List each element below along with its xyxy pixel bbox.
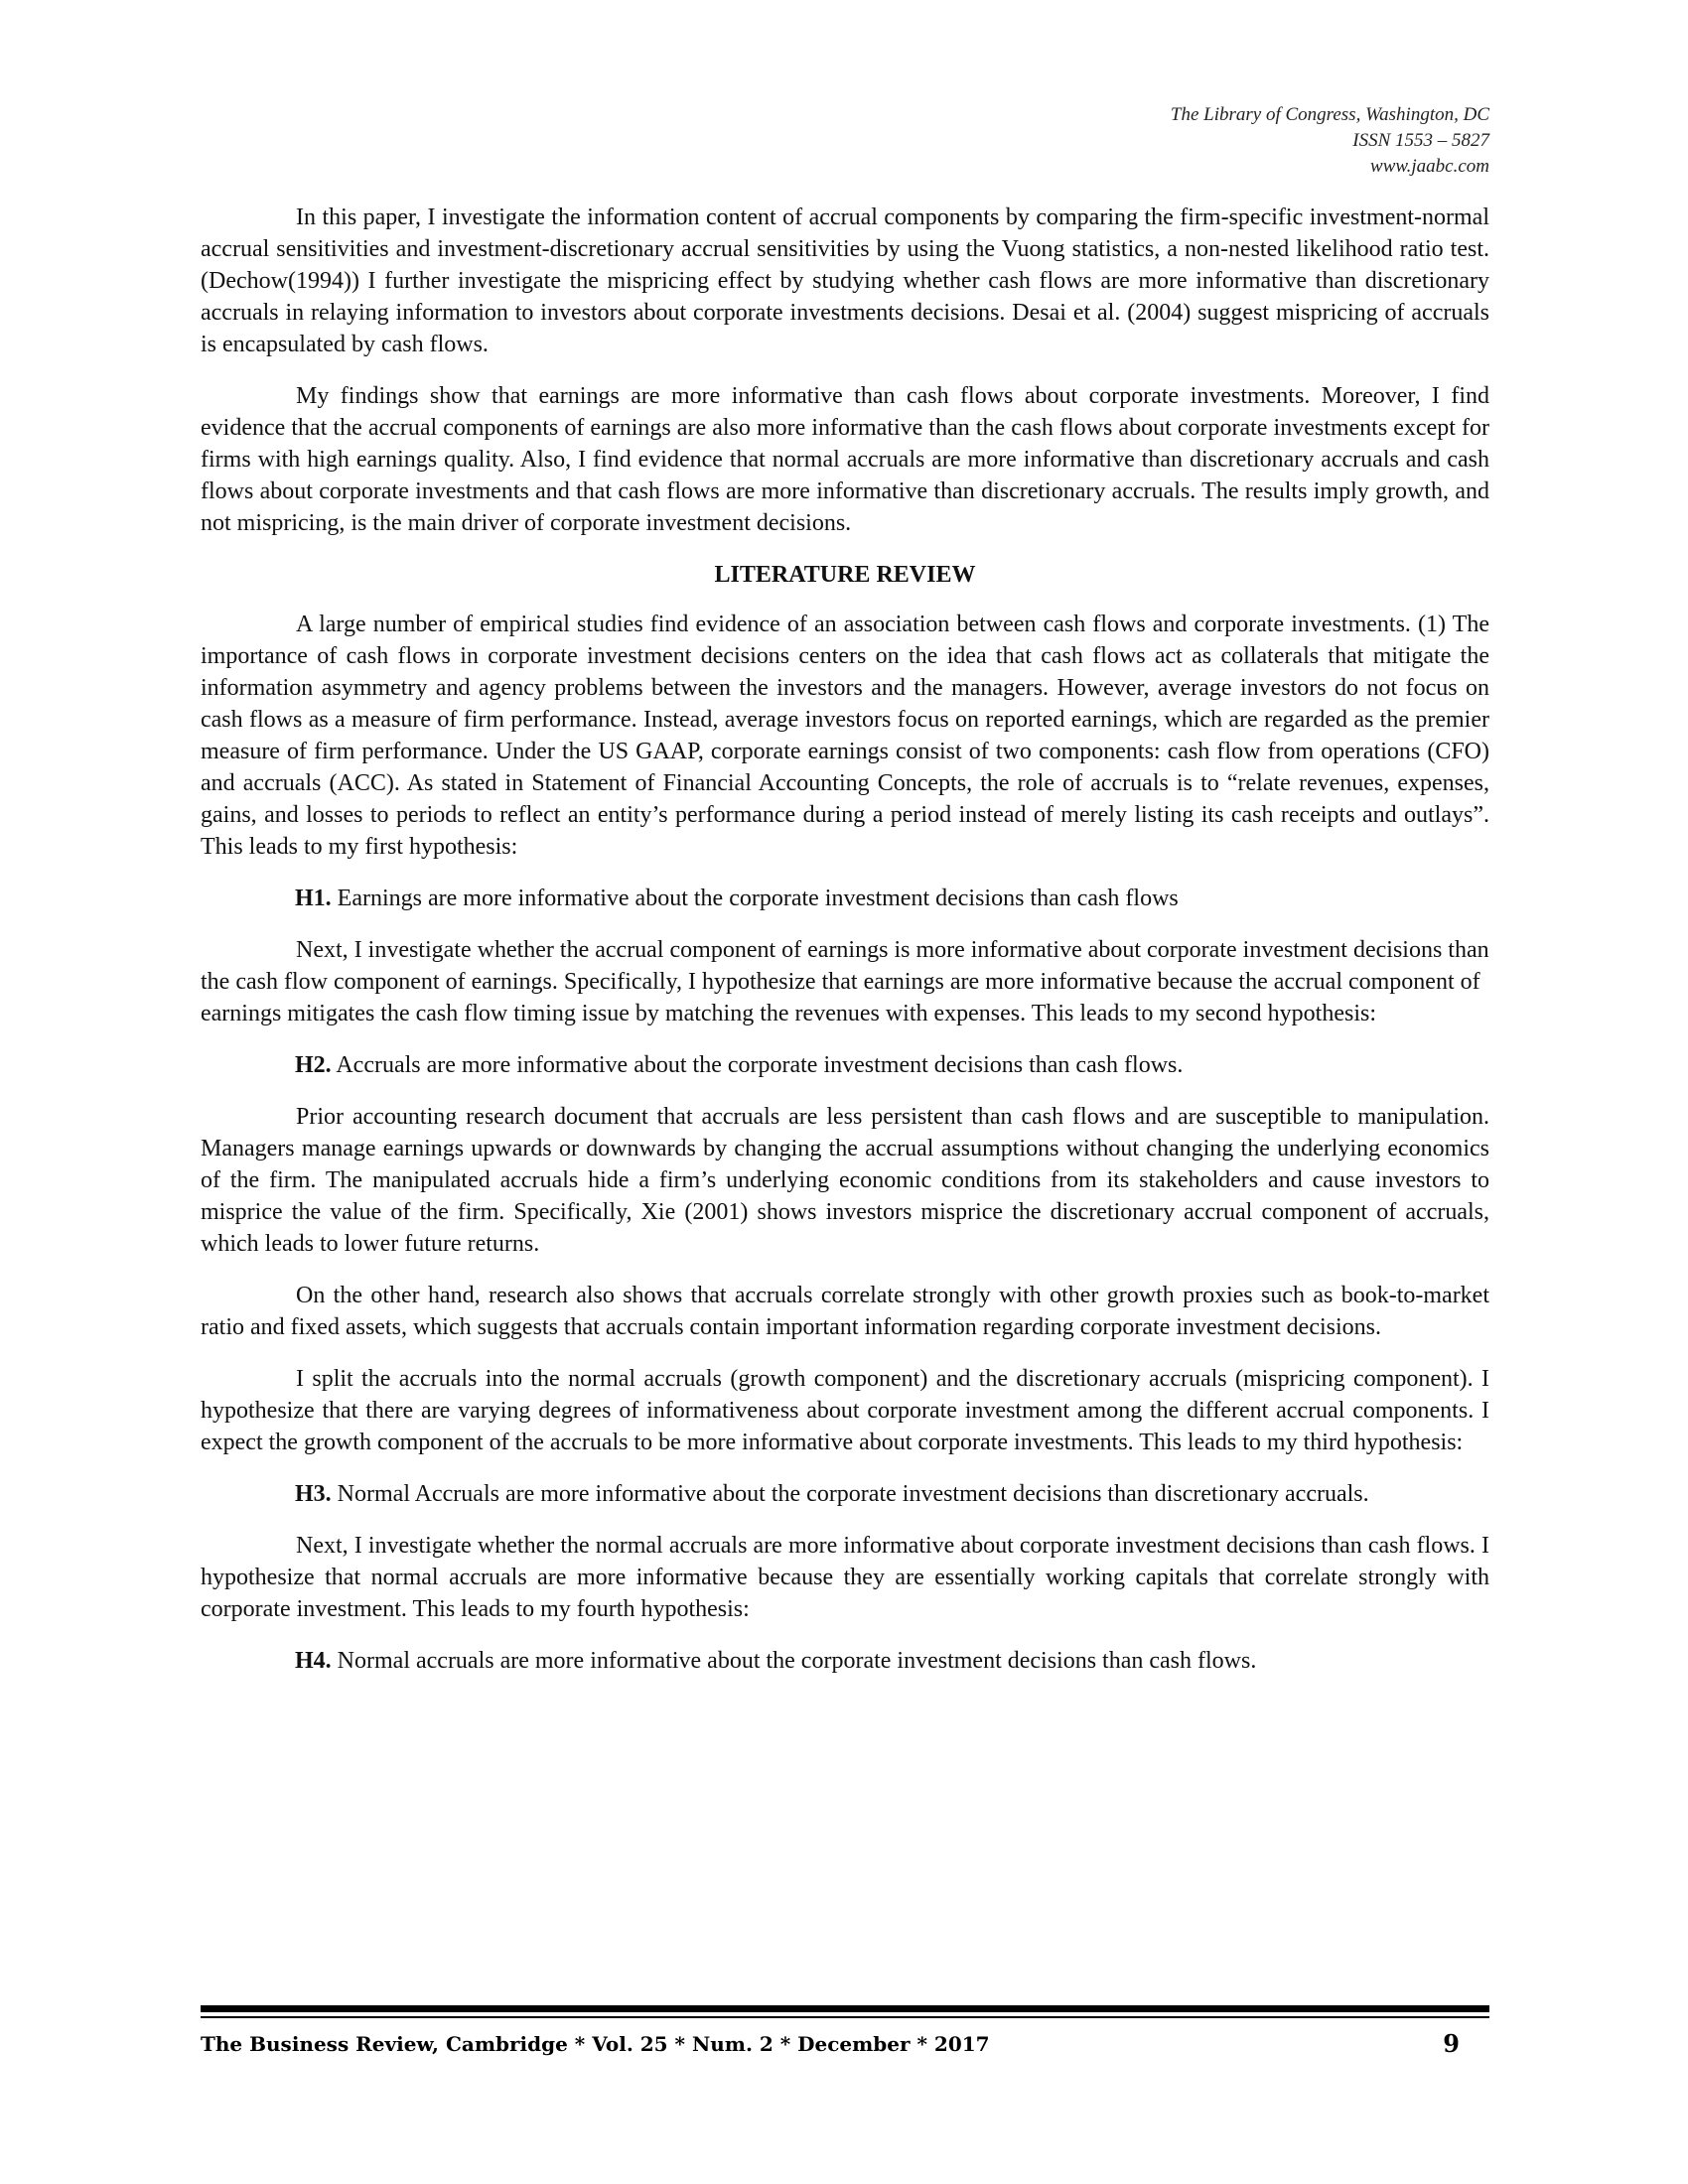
masthead [1171, 102, 1489, 180]
footer-rule-thin [201, 2016, 1489, 2018]
footer-rule-thick [201, 2005, 1489, 2012]
hypothesis-text: Accruals are more informative about the corporate investment decisions than cash flows. [331, 1052, 1184, 1078]
hypothesis-text: Normal accruals are more informative about the corporate investment decisions than cash flows. [331, 1648, 1257, 1674]
page-number: 9 [1443, 2029, 1460, 2058]
paragraph-findings: My findings show that earnings are more informative than cash flows about corporate investments. Moreover, I find evidence that the accrual components of earnings are also more informative than the cash flows about corporate investments except for firms with high earnings quality. Also, I find evidence that normal accruals are more informative than discretionary accruals and cash flows about corporate investments and that cash flows are more informative than discretionary accruals. The results imply growth, and not mispricing, is the main driver of corporate investment decisions. [201, 383, 1489, 536]
hypothesis-label: H2. [295, 1052, 332, 1078]
masthead-library: The Library of Congress, Washington, DC [1170, 104, 1489, 125]
masthead-issn: ISSN 1553 – 5827 [1352, 130, 1489, 151]
hypothesis-2 [201, 1049, 1489, 1081]
paragraph-prior-research: Prior accounting research document that accruals are less persistent than cash flows and are susceptible to manipulation. Managers manage earnings upwards or downwards by changing the accrual assumptions without changing the underlying economics of the firm. The manipulated accruals hide a firm’s underlying economic conditions from its stakeholders and cause investors to misprice the value of the firm. Specifically, Xie (2001) shows investors misprice the discretionary accrual component of accruals, which leads to lower future returns. [201, 1104, 1489, 1257]
paragraph-accrual-component: Next, I investigate whether the accrual component of earnings is more informative about corporate investment decisions than the cash flow component of earnings. Specifically, I hypothesize that earnings are more informative because the accrual component of earnings mitigates the cash flow timing issue by matching the revenues with expenses. This leads to my second hypothesis: [201, 937, 1489, 1026]
paragraph-split-accruals: I split the accruals into the normal accruals (growth component) and the discretionary accruals (mispricing component). I hypothesize that there are varying degrees of informativeness about corporate investment among the different accrual components. I expect the growth component of the accruals to be more informative about corporate investments. This leads to my third hypothesis: [201, 1366, 1489, 1455]
article-body [201, 202, 1489, 1697]
hypothesis-4 [201, 1645, 1489, 1677]
section-heading: LITERATURE REVIEW [714, 562, 976, 588]
hypothesis-label: H3. [295, 1481, 332, 1507]
hypothesis-1 [201, 883, 1489, 914]
footer-journal-info: The Business Review, Cambridge * Vol. 25 * Num. 2 * December * 2017 [201, 2032, 990, 2056]
paragraph-normal-vs-cash: Next, I investigate whether the normal accruals are more informative about corporate investment decisions than cash flows. I hypothesize that normal accruals are more informative because they are essentially working capitals that correlate strongly with corporate investment. This leads to my fourth hypothesis: [201, 1533, 1489, 1622]
page-footer [201, 2030, 1460, 2058]
hypothesis-text: Earnings are more informative about the corporate investment decisions than cash flows [331, 886, 1179, 911]
hypothesis-3 [201, 1478, 1489, 1510]
paragraph-intro-method: In this paper, I investigate the information content of accrual components by comparing the firm-specific investment-normal accrual sensitivities and investment-discretionary accrual sensitivities by using the Vuong statistics, a non-nested likelihood ratio test. (Dechow(1994)) I further investigate the mispricing effect by studying whether cash flows are more informative than discretionary accruals in relaying information to investors about corporate investments decisions. Desai et al. (2004) suggest mispricing of accruals is encapsulated by cash flows. [201, 205, 1489, 357]
hypothesis-label: H4. [295, 1648, 332, 1674]
hypothesis-label: H1. [295, 886, 332, 911]
hypothesis-text: Normal Accruals are more informative about the corporate investment decisions than discretionary accruals. [331, 1481, 1369, 1507]
paragraph-growth-proxies: On the other hand, research also shows that accruals correlate strongly with other growth proxies such as book-to-market ratio and fixed assets, which suggests that accruals contain important information regarding corporate investment decisions. [201, 1283, 1489, 1340]
paragraph-literature: A large number of empirical studies find evidence of an association between cash flows and corporate investments. (1) The importance of cash flows in corporate investment decisions centers on the idea that cash flows act as collaterals that mitigate the information asymmetry and agency problems between the investors and the managers. However, average investors do not focus on cash flows as a measure of firm performance. Instead, average investors focus on reported earnings, which are regarded as the premier measure of firm performance. Under the US GAAP, corporate earnings consist of two components: cash flow from operations (CFO) and accruals (ACC). As stated in Statement of Financial Accounting Concepts, the role of accruals is to “relate revenues, expenses, gains, and losses to periods to reflect an entity’s performance during a period instead of merely listing its cash receipts and outlays”. This leads to my first hypothesis: [201, 612, 1489, 860]
masthead-website: www.jaabc.com [1370, 156, 1489, 177]
